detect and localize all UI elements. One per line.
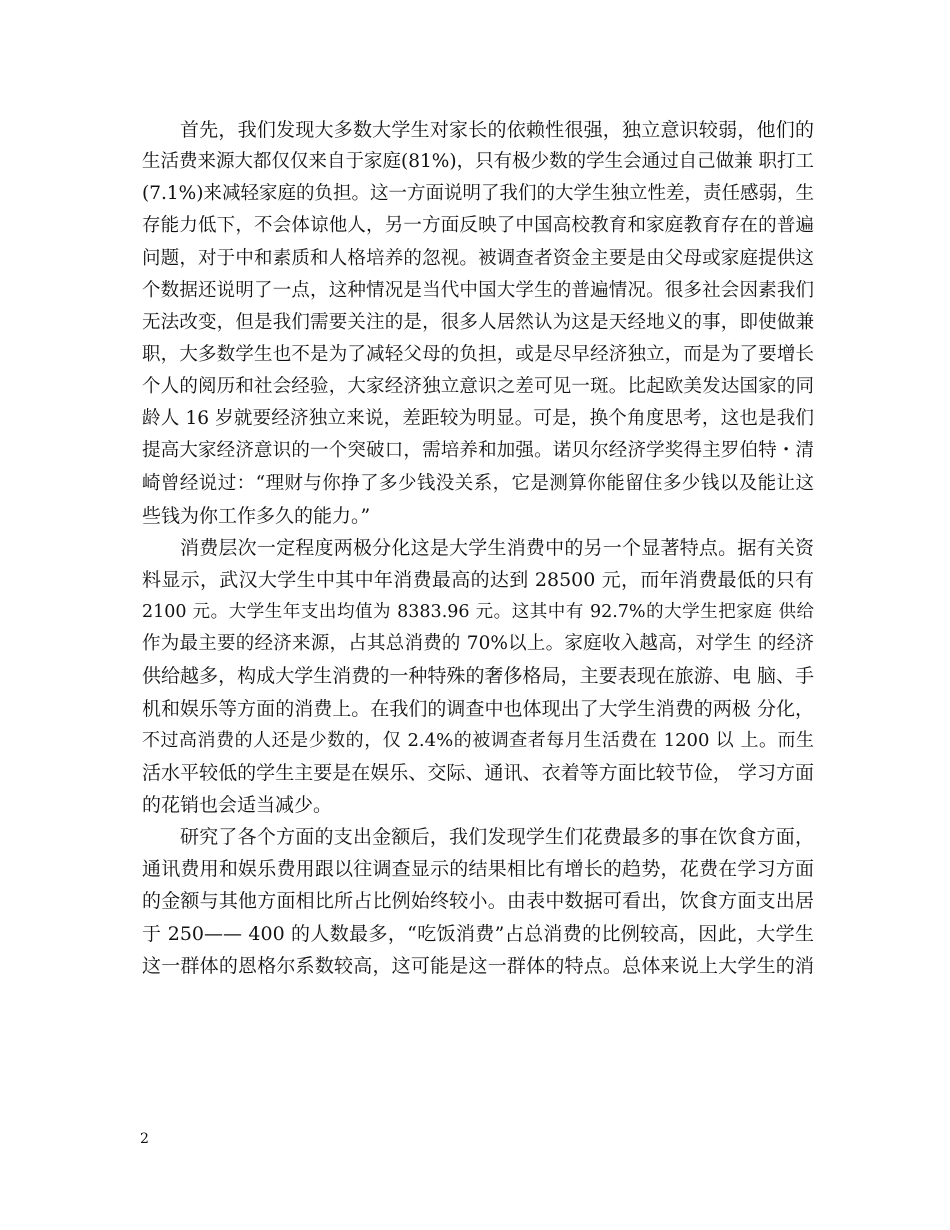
text-line: 这一群体的恩格尔系数较高，这可能是这一群体的特点。总体来说上大学生的消 <box>142 954 814 977</box>
text-line: 问题，对于中和素质和人格培养的忽视。被调查者资金主要是由父母或家庭提供这 <box>142 247 814 269</box>
text-line: 料显示，武汉大学生中其中年消费最高的达到 28500 元，而年消费最低的只有 <box>142 568 814 591</box>
text-line: 崎曾经说过：“理财与你挣了多少钱没关系，它是测算你能留住多少钱以及能让这 <box>142 472 814 494</box>
text-line: 的花销也会适当减少。 <box>142 793 333 816</box>
text-line: (7.1%)来减轻家庭的负担。这一方面说明了我们的大学生独立性差，责任感弱，生 <box>142 183 814 205</box>
text-line: 消费层次一定程度两极分化这是大学生消费中的另一个显著特点。据有关资 <box>180 536 814 559</box>
text-line: 生活费来源大都仅仅来自于家庭(81%)，只有极少数的学生会通过自己做兼 职打工 <box>142 151 814 173</box>
text-line: 个人的阅历和社会经验，大家经济独立意识之差可见一斑。比起欧美发达国家的同 <box>142 376 814 398</box>
text-line: 作为最主要的经济来源，占其总消费的 70%以上。家庭收入越高，对学生 的经济 <box>142 633 814 655</box>
text-line: 不过高消费的人还是少数的，仅 2.4%的被调查者每月生活费在 1200 以 上。而生 <box>142 729 814 751</box>
text-line: 研究了各个方面的支出金额后，我们发现学生们花费最多的事在饮食方面， <box>180 826 814 849</box>
text-line: 通讯费用和娱乐费用跟以往调查显示的结果相比有增长的趋势，花费在学习方面 <box>142 858 814 881</box>
text-line: 个数据还说明了一点，这种情况是当代中国大学生的普遍情况。很多社会因素我们 <box>142 279 814 301</box>
paragraph-polarization <box>142 532 814 821</box>
text-line: 龄人 16 岁就要经济独立来说，差距较为明显。可是，换个角度思考，这也是我们 <box>142 408 814 430</box>
text-line: 提高大家经济意识的一个突破口，需培养和加强。诺贝尔经济学奖得主罗伯特・清 <box>142 440 814 462</box>
text-line: 机和娱乐等方面的消费上。在我们的调查中也体现出了大学生消费的两极 分化， <box>142 697 814 720</box>
text-line: 无法改变，但是我们需要关注的是，很多人居然认为这是天经地义的事，即使做兼 <box>142 311 814 333</box>
page-number: 2 <box>140 1131 149 1147</box>
text-line: 活水平较低的学生主要是在娱乐、交际、通讯、衣着等方面比较节俭， 学习方面 <box>142 761 814 784</box>
text-line: 2100 元。大学生年支出均值为 8383.96 元。这其中有 92.7%的大学生把家庭 供给 <box>142 602 814 623</box>
paragraph-expenditure <box>142 821 814 982</box>
text-line: 首先，我们发现大多数大学生对家长的依赖性很强，独立意识较弱，他们的 <box>180 119 814 141</box>
text-line: 的金额与其他方面相比所占比例始终较小。由表中数据可看出，饮食方面支出居 <box>142 890 814 913</box>
body-text <box>142 114 814 982</box>
paragraph-dependence <box>142 114 814 532</box>
text-line: 些钱为你工作多久的能力。” <box>142 504 371 527</box>
text-line: 存能力低下，不会体谅他人，另一方面反映了中国高校教育和家庭教育存在的普遍 <box>142 215 814 237</box>
text-line: 职，大多数学生也不是为了减轻父母的负担，或是尽早经济独立，而是为了要增长 <box>142 343 814 365</box>
text-line: 于 250—— 400 的人数最多，“吃饭消费”占总消费的比例较高，因此，大学生 <box>142 922 814 945</box>
text-line: 供给越多，构成大学生消费的一种特殊的奢侈格局，主要表现在旅游、电 脑、手 <box>142 665 814 688</box>
